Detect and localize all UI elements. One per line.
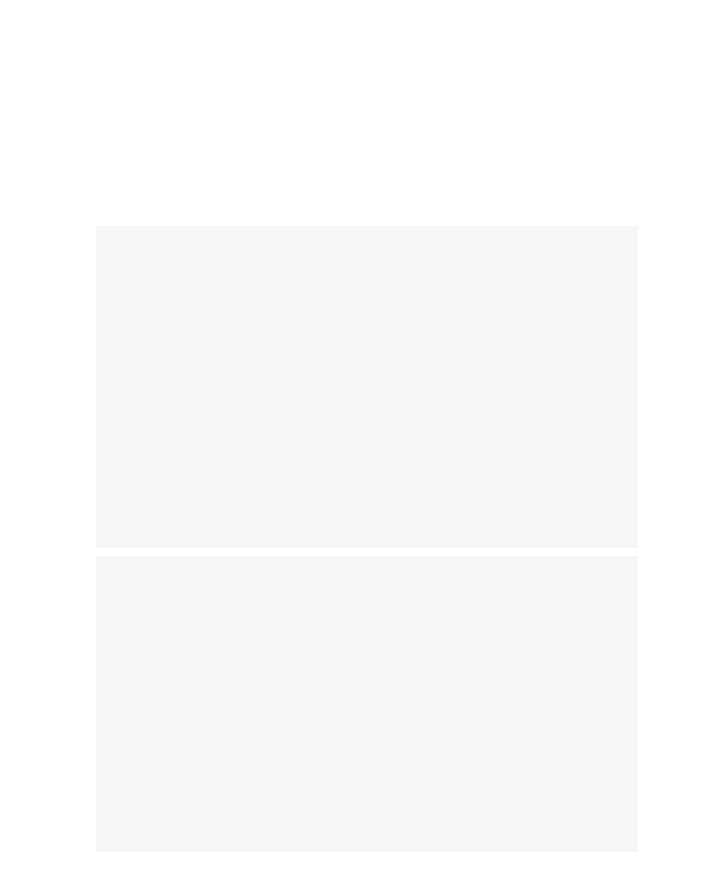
cabinet-illustration [96,226,638,548]
cabinet-photo-fully-assembled [96,556,638,852]
cabinet-photo-partially-assembled [96,226,638,548]
cabinet-illustration [96,556,638,852]
